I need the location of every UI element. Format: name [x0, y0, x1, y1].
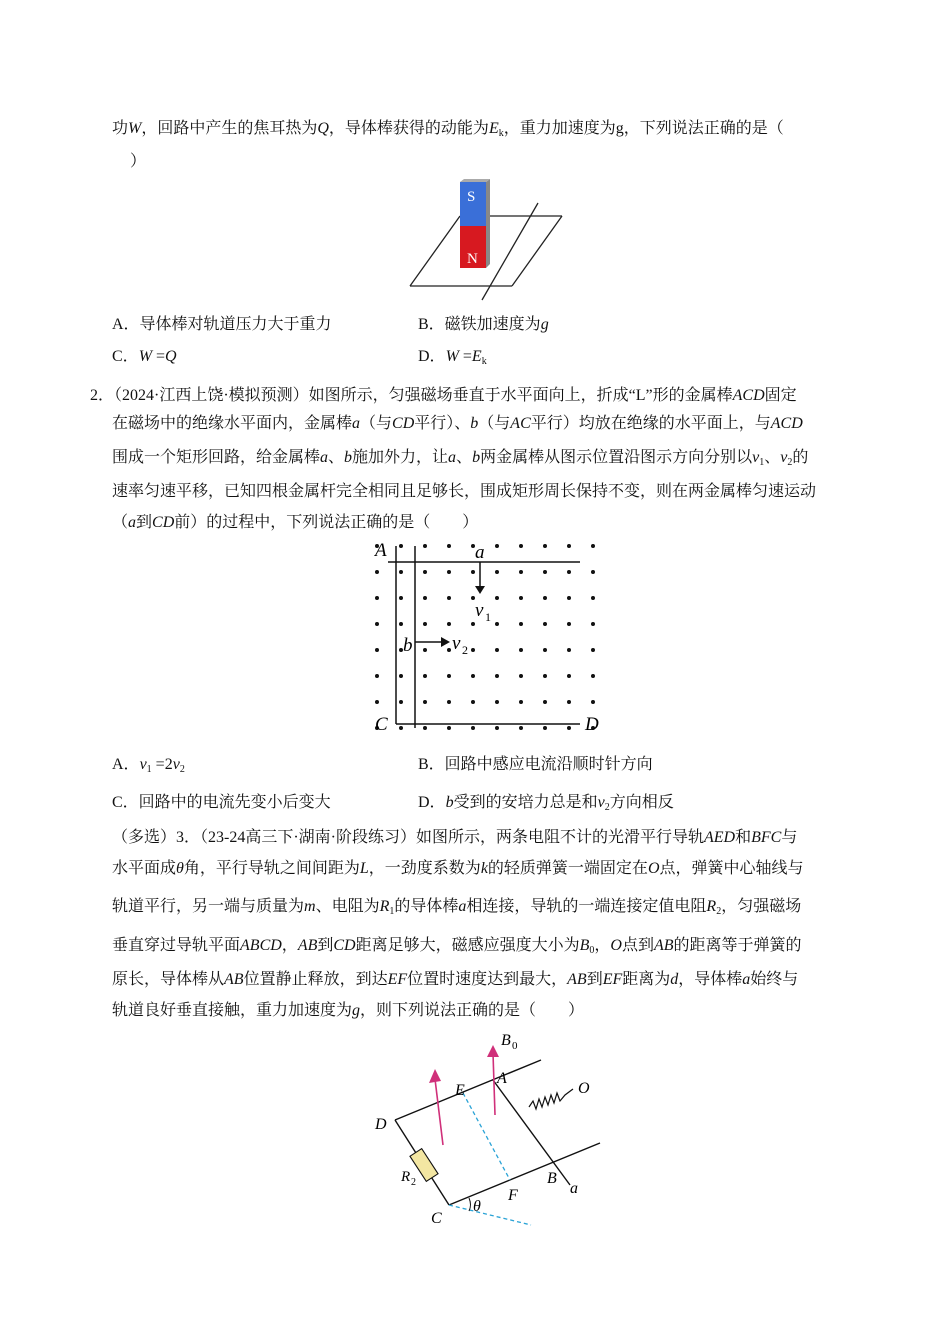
field-dot [519, 596, 523, 600]
q3-label-b0-sub: 0 [512, 1040, 518, 1052]
q3-label-e: E [455, 1082, 465, 1099]
q2-stem-line2: 在磁场中的绝缘水平面内，金属棒a（与CD平行）、b（与AC平行）均放在绝缘的水平面上，与ACD [112, 415, 803, 432]
field-dot [591, 622, 595, 626]
field-dot [519, 570, 523, 574]
q2-figure-field [365, 538, 615, 743]
q1-option-b[interactable]: B．磁铁加速度为g [418, 316, 549, 333]
field-dot [423, 570, 427, 574]
field-dot [495, 570, 499, 574]
q1-option-a[interactable]: A．导体棒对轨道压力大于重力 [112, 316, 332, 333]
field-dot [447, 700, 451, 704]
field-dot [591, 674, 595, 678]
q2-label-c-point: C [375, 714, 388, 735]
field-dot [495, 622, 499, 626]
field-dot [591, 700, 595, 704]
q3-label-b: B [547, 1170, 557, 1187]
q3-stem-line1: （多选）3．（23-24高三下·湖南·阶段练习）如图所示，两条电阻不计的光滑平行导轨AED和BFC与 [112, 829, 798, 846]
field-dot [399, 700, 403, 704]
field-dot [567, 700, 571, 704]
q3-stem-line2: 水平面成θ角，平行导轨之间间距为L，一劲度系数为k的轻质弹簧一端固定在O点，弹簧中心轴线与 [112, 860, 804, 877]
field-dot [399, 674, 403, 678]
field-dot [591, 596, 595, 600]
q1-stem-line2: ） [130, 153, 147, 170]
q2-label-v1: v [475, 600, 484, 621]
field-dot [495, 648, 499, 652]
q1-stem-line1: 功W，回路中产生的焦耳热为Q，导体棒获得的动能为$E_k$，重力加速度为g，下列说法正确的是（ [112, 120, 784, 139]
field-dot [423, 700, 427, 704]
field-dot [519, 700, 523, 704]
q1-magnet-n-label: N [467, 251, 478, 267]
field-dot [495, 596, 499, 600]
field-dot [375, 700, 379, 704]
q3-figure-rails [365, 1025, 615, 1230]
field-dot [423, 648, 427, 652]
field-dot [423, 674, 427, 678]
field-dot [519, 726, 523, 730]
field-dot [375, 648, 379, 652]
q2-stem-line4: 速率匀速平移，已知四根金属杆完全相同且足够长，围成矩形周长保持不变，则在两金属棒匀速运动 [112, 483, 817, 500]
field-dot [543, 596, 547, 600]
field-dot [519, 674, 523, 678]
q2-option-d[interactable]: D．b受到的安培力总是和$v_2$方向相反 [418, 794, 674, 813]
field-dot [567, 570, 571, 574]
q3-label-b0: B [501, 1032, 511, 1049]
q1-figure-magnet [400, 178, 570, 303]
q3-label-a-point: A [497, 1070, 507, 1087]
field-dot [567, 544, 571, 548]
q3-label-d: D [375, 1116, 387, 1133]
field-dot [447, 622, 451, 626]
field-dot [519, 544, 523, 548]
field-dot [471, 726, 475, 730]
q2-stem-line3: 围成一个矩形回路，给金属棒a、b施加外力，让a、b两金属棒从图示位置沿图示方向分别以$v_1$、$v_2$的 [112, 449, 809, 468]
field-dot [471, 700, 475, 704]
field-dot [399, 570, 403, 574]
q2-option-b[interactable]: B．回路中感应电流沿顺时针方向 [418, 756, 653, 773]
field-dot [399, 544, 403, 548]
q3-stem-line6: 轨道良好垂直接触，重力加速度为g，则下列说法正确的是（ ） [112, 1002, 585, 1019]
field-dot [375, 570, 379, 574]
q3-label-o: O [578, 1080, 590, 1097]
field-dot [495, 726, 499, 730]
field-dot [567, 726, 571, 730]
field-dot [495, 700, 499, 704]
field-dot [399, 596, 403, 600]
field-dot [447, 596, 451, 600]
field-dot [447, 648, 451, 652]
q3-label-a-rod: a [570, 1180, 578, 1197]
field-dot [543, 700, 547, 704]
q1-magnet-s-label: S [467, 189, 476, 205]
field-dot [495, 544, 499, 548]
q1-option-d[interactable]: D．$W =E_k$ [418, 348, 487, 367]
q2-label-b-rod: b [403, 635, 413, 656]
field-dot [423, 622, 427, 626]
q3-stem-line3: 轨道平行，另一端与质量为m、电阻为$R_1$的导体棒a相连接，导轨的一端连接定值电阻$R_2$，匀强磁场 [112, 898, 802, 917]
field-dot [447, 674, 451, 678]
field-dot [447, 544, 451, 548]
field-dot [471, 622, 475, 626]
field-dot [375, 596, 379, 600]
q2-label-a-point: A [375, 540, 387, 561]
q2-stem-line1: 2．（2024·江西上饶·模拟预测）如图所示，匀强磁场垂直于水平面向上，折成“L”形的金属棒ACD固定 [90, 387, 797, 404]
field-dot [495, 674, 499, 678]
q3-label-r2: R [401, 1169, 411, 1185]
field-dot [471, 648, 475, 652]
q2-label-a-rod: a [475, 542, 485, 563]
field-dot [567, 674, 571, 678]
q2-option-c[interactable]: C．回路中的电流先变小后变大 [112, 794, 331, 811]
q1-option-c[interactable]: C．W =Q [112, 348, 177, 365]
field-dot [399, 622, 403, 626]
field-dot [543, 544, 547, 548]
field-dot [591, 648, 595, 652]
field-dot [543, 622, 547, 626]
field-dot [567, 622, 571, 626]
field-dot [567, 648, 571, 652]
q3-label-f: F [508, 1187, 518, 1204]
field-dot [423, 596, 427, 600]
q3-label-r2-sub: 2 [411, 1177, 416, 1188]
q2-stem-line5: （a到CD前）的过程中，下列说法正确的是（ ） [112, 514, 479, 531]
field-dot [471, 674, 475, 678]
field-dot [543, 674, 547, 678]
field-dot [399, 726, 403, 730]
field-dot [447, 726, 451, 730]
q2-label-v1-sub: 1 [485, 610, 491, 624]
field-dot [591, 544, 595, 548]
q3-stem-line5: 原长，导体棒从AB位置静止释放，到达EF位置时速度达到最大，AB到EF距离为d，导体棒a始终与 [112, 971, 799, 988]
field-dot [567, 596, 571, 600]
field-dot [543, 648, 547, 652]
q3-stem-line4: 垂直穿过导轨平面ABCD，AB到CD距离足够大，磁感应强度大小为$B_0$，O点到AB的距离等于弹簧的 [112, 937, 802, 956]
q2-option-a[interactable]: A．$v_1 =2v_2$ [112, 756, 185, 775]
q3-label-c: C [431, 1210, 442, 1227]
field-dot [423, 544, 427, 548]
field-dot [375, 622, 379, 626]
field-dot [519, 648, 523, 652]
q2-label-d-point: D [585, 714, 599, 735]
field-dot [543, 570, 547, 574]
field-dot [375, 674, 379, 678]
q2-label-v2: v [452, 633, 461, 654]
field-dot [543, 726, 547, 730]
q2-label-v2-sub: 2 [462, 643, 468, 657]
field-dot [423, 726, 427, 730]
field-dot [447, 570, 451, 574]
field-dot [591, 570, 595, 574]
q3-label-theta: θ [473, 1198, 481, 1215]
field-dot [471, 570, 475, 574]
field-dot [519, 622, 523, 626]
